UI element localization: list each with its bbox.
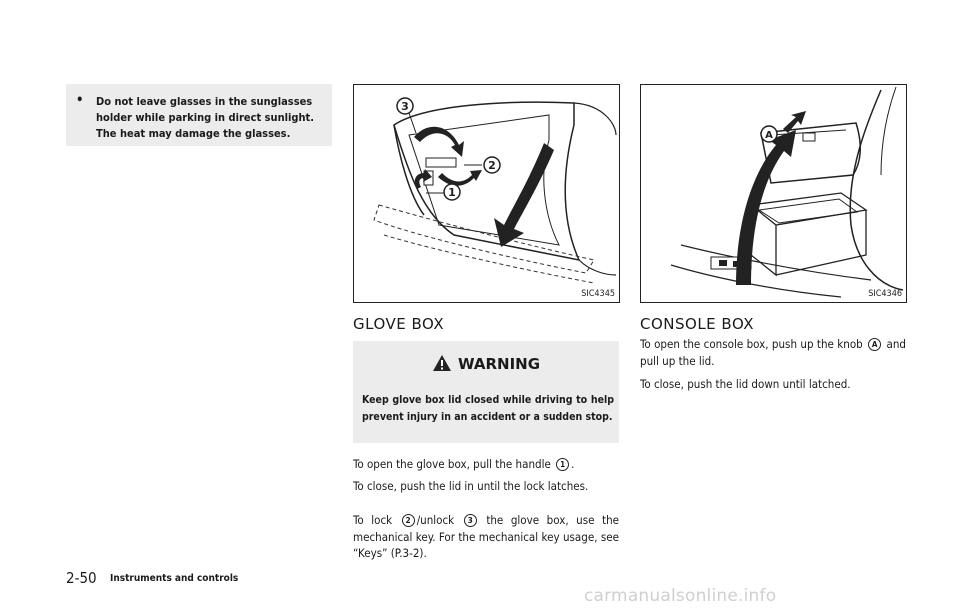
callout-a-inline: A bbox=[868, 338, 881, 351]
callout-1: 1 bbox=[448, 186, 456, 199]
callout-1-inline: 1 bbox=[556, 458, 569, 471]
glove-box-figure-caption: SIC4345 bbox=[581, 289, 615, 299]
console-box-illustration bbox=[641, 85, 906, 302]
warning-heading bbox=[353, 354, 619, 376]
glove-box-title: GLOVE BOX bbox=[353, 315, 445, 333]
sunglasses-caution-box bbox=[66, 84, 332, 146]
console-box-title: CONSOLE BOX bbox=[640, 315, 755, 333]
glove-box-figure bbox=[353, 84, 620, 303]
glove-box-close-paragraph: To close, push the lid in until the lock latches. bbox=[353, 479, 589, 493]
callout-2: 2 bbox=[488, 159, 496, 172]
caution-text: Do not leave glasses in the sunglasses holder while parking in direct sunlight. The heat may damage the glasses. bbox=[96, 95, 315, 140]
callout-3: 3 bbox=[401, 100, 409, 113]
callout-3-inline: 3 bbox=[464, 514, 477, 527]
console-box-close-paragraph: To close, push the lid down until latched. bbox=[640, 377, 851, 391]
warning-label: WARNING bbox=[457, 355, 541, 373]
warning-icon bbox=[432, 354, 452, 376]
glove-box-lock-paragraph bbox=[353, 512, 619, 562]
text-run: . bbox=[571, 457, 575, 471]
text-run: /unlock bbox=[416, 513, 455, 527]
callout-2-inline: 2 bbox=[402, 514, 415, 527]
text-run: To lock bbox=[353, 513, 393, 527]
callout-a: A bbox=[765, 130, 773, 141]
text-run: To open the glove box, pull the handle bbox=[353, 457, 551, 471]
bullet: • bbox=[76, 93, 84, 108]
warning-text: Keep glove box lid closed while driving to help prevent injury in an accident or a sudden stop. bbox=[362, 394, 614, 423]
console-box-open-paragraph bbox=[640, 336, 906, 369]
section-name: Instruments and controls bbox=[110, 573, 239, 584]
watermark[interactable]: carmanualsonline.info bbox=[584, 586, 777, 606]
text-run: To open the console box, push up the knob bbox=[640, 337, 863, 351]
page-number: 2-50 bbox=[66, 569, 97, 587]
glove-box-illustration bbox=[354, 85, 619, 302]
glove-box-open-paragraph bbox=[353, 456, 619, 473]
text-run: and pull up the lid. bbox=[640, 337, 906, 368]
console-box-figure bbox=[640, 84, 907, 303]
text-run: the glove box, use the mechanical key. For the mechanical key usage, see “Keys” (P.3-2). bbox=[353, 513, 619, 560]
console-box-figure-caption: SIC4346 bbox=[868, 289, 902, 299]
warning-box bbox=[353, 341, 619, 443]
